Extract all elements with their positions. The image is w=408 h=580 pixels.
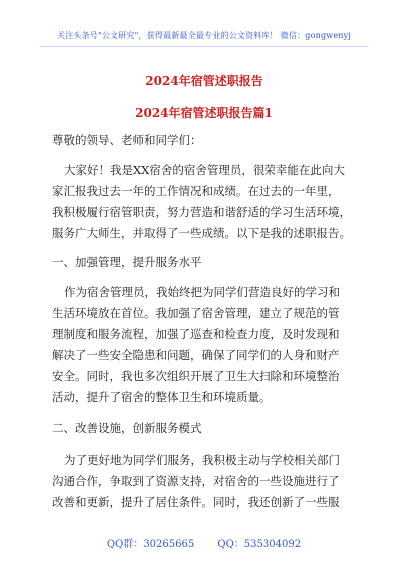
- section-heading: 一、加强管理，提升服务水平: [52, 255, 202, 269]
- body-line: 服务广大师生，并取得了一些成绩。以下是我的述职报告。: [52, 226, 351, 240]
- header-banner: 关注头条号"公文研究"，获得最新最全最专业的公文资料库！ 微信：gongwenyj: [56, 31, 352, 40]
- salutation: 尊敬的领导、老师和同学们：: [52, 133, 202, 147]
- body-line: 解决了一些安全隐患和问题，确保了同学们的人身和财产: [52, 348, 340, 362]
- header-divider: [40, 46, 368, 47]
- body-line: 理制度和服务流程，加强了巡查和检查力度，及时发现和: [52, 327, 340, 341]
- section-heading: 二、改善设施，创新服务模式: [52, 421, 202, 435]
- body-line: 生活环境放在首位。我加强了宿舍管理，建立了规范的管: [52, 306, 340, 320]
- body-line: 我积极履行宿管职责，努力营造和谐舒适的学习生活环境，: [52, 205, 351, 219]
- body-line: 活动，提升了宿舍的整体卫生和环境质量。: [52, 390, 271, 404]
- body-line: 沟通合作，争取到了资源支持，对宿舍的一些设施进行了: [52, 474, 340, 488]
- footer-contact: [0, 535, 408, 550]
- footer-qq-group: QQ群：30265665: [106, 539, 195, 550]
- body-line: 家汇报我过去一年的工作情况和成绩。在过去的一年里，: [52, 184, 340, 198]
- document-subtitle: 2024年宿管述职报告篇1: [135, 106, 273, 120]
- body-line: 安全。同时，我也多次组织开展了卫生大扫除和环境整治: [52, 369, 340, 383]
- document-title: 2024年宿管述职报告: [145, 74, 263, 88]
- body-line: 为了更好地为同学们服务，我积极主动与学校相关部门: [64, 453, 340, 467]
- body-line: 改善和更新，提升了居住条件。同时，我还创新了一些服: [52, 495, 340, 509]
- body-line: 大家好！我是XX宿舍的宿舍管理员，很荣幸能在此向大: [64, 163, 345, 177]
- footer-qq: QQ：535304092: [217, 539, 302, 550]
- body-line: 作为宿舍管理员，我始终把为同学们营造良好的学习和: [64, 285, 340, 299]
